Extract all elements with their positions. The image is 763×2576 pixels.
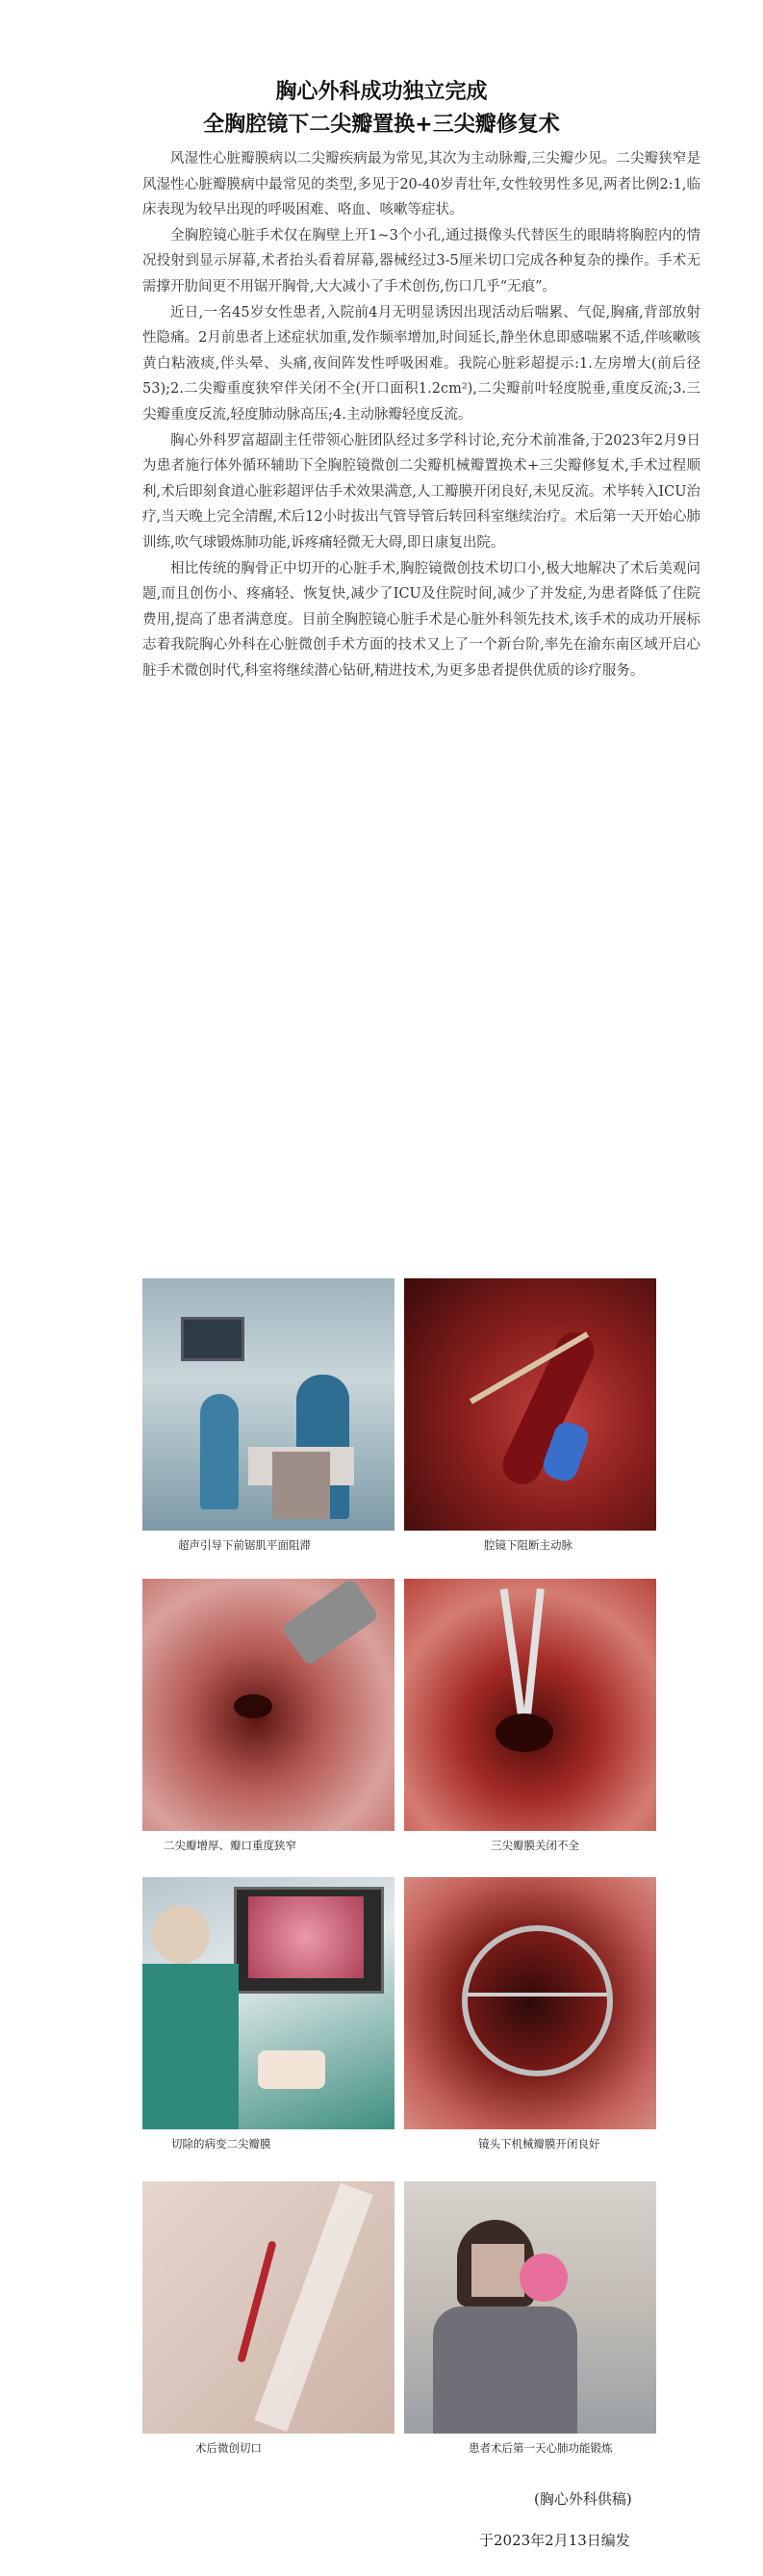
- photo-caption: 患者术后第一天心肺功能锻炼: [469, 2441, 613, 2455]
- article-body: [142, 146, 700, 683]
- photo-caption: 镜头下机械瓣膜开闭良好: [478, 2137, 600, 2151]
- photo-mitral-stenosis: [142, 1579, 394, 1831]
- photo-incision: [142, 2181, 394, 2434]
- publish-date: 于2023年2月13日编发: [479, 2532, 630, 2549]
- paragraph: 胸心外科罗富超副主任带领心脏团队经过多学科讨论,充分术前准备,于2023年2月9日为患者施行体外循环辅助下全胸腔镜微创二尖瓣机械瓣置换术+三尖瓣修复术,手术过程顺利,术后即刻食道心脏彩超评估手术效果满意,人工瓣膜开闭良好,未见反流。术毕转入ICU治疗,当天晚上完全清醒,术后12小时拔出气管导管后转回科室继续治疗。术后第一天开始心肺训练,吹气球锻炼肺功能,诉疼痛轻微无大碍,即日康复出院。: [142, 432, 700, 551]
- photo-caption: 超声引导下前锯肌平面阻滞: [178, 1538, 311, 1552]
- photo-caption: 二尖瓣增厚、瓣口重度狭窄: [164, 1839, 296, 1852]
- photo-patient-recovery: [404, 2181, 656, 2434]
- photo-excised-valve: [142, 1877, 394, 2129]
- photo-tricuspid-insufficiency: [404, 1579, 656, 1831]
- paragraph: 相比传统的胸骨正中切开的心脏手术,胸腔镜微创技术切口小,极大地解决了术后美观问题,而且创伤小、疼痛轻、恢复快,减少了ICU及住院时间,减少了并发症,为患者降低了住院费用,提高了患者满意度。目前全胸腔镜心脏手术是心脏外科领先技术,该手术的成功开展标志着我院胸心外科在心脏微创手术方面的技术又上了一个新台阶,率先在渝东南区域开启心脏手术微创时代,科室将继续潜心钻研,精进技术,为更多患者提供优质的诊疗服务。: [142, 560, 700, 679]
- photo-aortic-clamp: [404, 1278, 656, 1531]
- article-title-line2: 全胸腔镜下二尖瓣置换+三尖瓣修复术: [203, 113, 560, 137]
- article-credit: (胸心外科供稿): [534, 2490, 632, 2508]
- photo-caption: 腔镜下阻断主动脉: [484, 1538, 572, 1552]
- photo-mechanical-valve: [404, 1877, 656, 2129]
- article-title-line1: 胸心外科成功独立完成: [275, 80, 488, 104]
- photo-caption: 切除的病变二尖瓣膜: [171, 2137, 271, 2151]
- paragraph: 风湿性心脏瓣膜病以二尖瓣疾病最为常见,其次为主动脉瓣,三尖瓣少见。二尖瓣狭窄是风湿性心脏瓣膜病中最常见的类型,多见于20-40岁青壮年,女性较男性多见,两者比例2:1,临床表现为较早出现的呼吸困难、咯血、咳嗽等症状。: [142, 151, 700, 219]
- photo-operating-room: [142, 1278, 394, 1531]
- paragraph: 全胸腔镜心脏手术仅在胸壁上开1~3个小孔,通过摄像头代替医生的眼睛将胸腔内的情况投射到显示屏幕,术者抬头看着屏幕,器械经过3-5厘米切口完成各种复杂的操作。手术无需撑开肋间更不用锯开胸骨,大大减小了手术创伤,伤口几乎“无痕”。: [142, 227, 700, 295]
- paragraph: 近日,一名45岁女性患者,入院前4月无明显诱因出现活动后喘累、气促,胸痛,背部放射性隐痛。2月前患者上述症状加重,发作频率增加,时间延长,静坐休息即感喘累不适,伴咳嗽咳黄白粘液痰,伴头晕、头痛,夜间阵发性呼吸困难。我院心脏彩超提示:1.左房增大(前后径53);2.二尖瓣重度狭窄伴关闭不全(开口面积1.2cm²),二尖瓣前叶轻度脱垂,重度反流;3.三尖瓣重度反流,轻度肺动脉高压;4.主动脉瓣轻度反流。: [142, 304, 700, 423]
- photo-caption: 三尖瓣膜关闭不全: [491, 1839, 579, 1852]
- photo-caption: 术后微创切口: [195, 2441, 262, 2455]
